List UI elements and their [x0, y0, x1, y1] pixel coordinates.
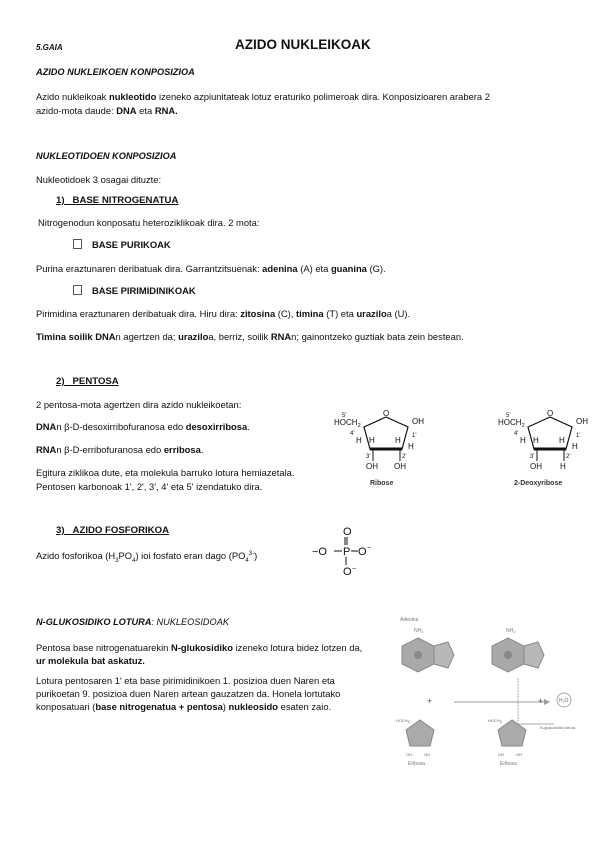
section-header-nucleosides: N-GLUKOSIDIKO LOTURA: NUKLEOSIDOAK: [36, 617, 229, 627]
svg-text:H: H: [356, 436, 362, 445]
phosphate-ion-structure: [312, 522, 382, 580]
svg-text:3': 3': [530, 454, 535, 460]
svg-text:H: H: [533, 436, 539, 445]
pyrimidine-text: Pirimidina eraztunaren deribatuak dira. Hiru dira: zitosina (C), timina (T) eta uraziloa (U).: [36, 308, 411, 319]
svg-text:H: H: [559, 436, 565, 445]
deoxyribose-structure: [498, 409, 588, 471]
pentose-intro: 2 pentosa-mota agertzen dira azido nukleikoetan:: [36, 399, 242, 410]
eribosa-label-left: Eribosa: [408, 761, 425, 767]
svg-text:HOCH2: HOCH2: [488, 718, 503, 724]
purine-heading: BASE PURIKOAK: [73, 239, 171, 250]
eribosa-label-right: Eribosa: [500, 761, 517, 767]
deoxyribose-label: 2-Deoxyribose: [514, 480, 563, 487]
svg-text:−: −: [367, 545, 372, 552]
svg-text:P: P: [343, 546, 351, 558]
n-glycosidic-bond-label: N-glukosidiko lotura: [540, 725, 576, 730]
page-title: AZIDO NUKLEIKOAK: [235, 37, 371, 52]
pentose-line1: Egitura ziklikoa dute, eta molekula barruko lotura hemiazetala.: [36, 467, 295, 478]
svg-text:−O: −O: [312, 546, 327, 558]
svg-text:O: O: [343, 526, 352, 538]
svg-text:HOCH2: $HOCH_2$: [498, 418, 525, 429]
svg-text:O: O: [547, 409, 554, 418]
section-header-composition: AZIDO NUKLEIKOEN KONPOSIZIOA: [36, 67, 195, 77]
svg-text:5': 5': [506, 413, 511, 419]
nucleoside-paragraph-1: Pentosa base nitrogenatuarekin N-glukosidiko izeneko lotura bidez lotzen da, ur molekula bat askatuz.: [36, 642, 363, 666]
base-text: Nitrogenodun konposatu heteroziklikoak dira. 2 mota:: [38, 217, 260, 228]
paragraph-intro-1: Azido nukleikoak nukleotido izeneko azpiunitateak lotuz eraturiko polimeroak dira. Konposizioaren arabera 2: [36, 91, 490, 102]
svg-text:O: O: [343, 566, 352, 578]
ribose-molecule-left: [396, 718, 434, 757]
pyrimidine-heading: BASE PIRIMIDINIKOAK: [73, 285, 196, 296]
svg-text:HOCH2: $HOCH_2$: [334, 418, 361, 429]
svg-text:4': 4': [350, 431, 355, 437]
ribose-label: Ribose: [370, 480, 394, 487]
adenine-molecule-left: [402, 638, 454, 672]
section-header-nucleotides: NUKLEOTIDOEN KONPOSIZIOA: [36, 151, 177, 161]
paragraph-intro-2: azido-mota daude: DNA eta RNA.: [36, 105, 178, 116]
svg-text:OH: OH: [394, 462, 406, 471]
adenina-label: Adenina: [400, 617, 419, 623]
svg-text:H: H: [520, 436, 526, 445]
ribose-structure: [334, 409, 424, 471]
pentose-line2: Pentosen karbonoak 1', 2', 3', 4' eta 5' izendatuko dira.: [36, 481, 263, 492]
svg-text:NH2: $NH_2$: [414, 628, 424, 634]
checkbox-bullet-icon: [73, 239, 82, 249]
svg-text:OH: OH: [424, 752, 430, 757]
pentose-dna: DNAn β-D-desoxirribofuranosa edo desoxirribosa.: [36, 421, 250, 432]
svg-text:H: H: [572, 442, 578, 451]
svg-text:H: H: [369, 436, 375, 445]
checkbox-bullet-icon: [73, 285, 82, 295]
svg-text:H: H: [395, 436, 401, 445]
svg-text:HOCH2: HOCH2: [396, 718, 411, 724]
pentose-structures-figure: [328, 405, 588, 493]
svg-text:+: +: [427, 696, 433, 706]
nucleoside-paragraph-2: Lotura pentosaren 1' eta base pirimidinikoen 1. posizioa duen Naren eta purikoetan 9. posizioa duen Naren artean gauzatzen da. Honela lortutako konposatuari (base nitrogenatua + pentosa) nukleosido esaten zaio.: [36, 675, 341, 712]
svg-text:H: H: [408, 442, 414, 451]
adenine-molecule-right: [492, 638, 544, 672]
svg-text:O: O: [358, 546, 367, 558]
thymine-note: Timina soilik DNAn agertzen da; uraziloa, berriz, soilik RNAn; gainontzeko guztiak bata zein bestean.: [36, 331, 464, 342]
nucleoside-formation-figure: [388, 612, 592, 768]
svg-text:H: H: [560, 462, 566, 471]
unit-label: 5.GAIA: [36, 43, 63, 52]
svg-text:2': 2': [402, 454, 407, 460]
svg-text:1': 1': [576, 433, 581, 439]
heading-pentosa: 2) PENTOSA: [56, 376, 119, 387]
svg-text:−: −: [352, 566, 357, 573]
svg-text:OH: OH: [516, 752, 522, 757]
heading-base-nitrogenatua: 1) BASE NITROGENATUA: [56, 195, 179, 206]
phosphoric-text: Azido fosforikoa $(H_3PO_4)$ ioi fosfato eran dago $(PO_4^{3-})$: [36, 550, 258, 564]
svg-text:O: O: [383, 409, 390, 418]
svg-text:OH: OH: [576, 417, 588, 426]
svg-text:+: +: [538, 696, 544, 706]
heading-azido-fosforikoa: 3) AZIDO FOSFORIKOA: [56, 525, 169, 536]
svg-text:OH: OH: [498, 752, 504, 757]
svg-text:1': 1': [412, 433, 417, 439]
svg-text:2': 2': [566, 454, 571, 460]
svg-text:OH: OH: [530, 462, 542, 471]
pentose-rna: RNAn β-D-erribofuranosa edo erribosa.: [36, 444, 204, 455]
svg-text:3': 3': [366, 454, 371, 460]
svg-text:OH: OH: [406, 752, 412, 757]
purine-text: Purina eraztunaren deribatuak dira. Garrantzitsuenak: adenina (A) eta guanina (G).: [36, 263, 386, 274]
nucleotide-intro: Nukleotidoek 3 osagai dituzte:: [36, 174, 162, 185]
svg-text:NH2: $NH_2$: [506, 628, 516, 634]
svg-text:OH: OH: [412, 417, 424, 426]
svg-text:4': 4': [514, 431, 519, 437]
water-label: H₂O: [559, 698, 569, 704]
svg-text:5': 5': [342, 413, 347, 419]
svg-text:OH: OH: [366, 462, 378, 471]
